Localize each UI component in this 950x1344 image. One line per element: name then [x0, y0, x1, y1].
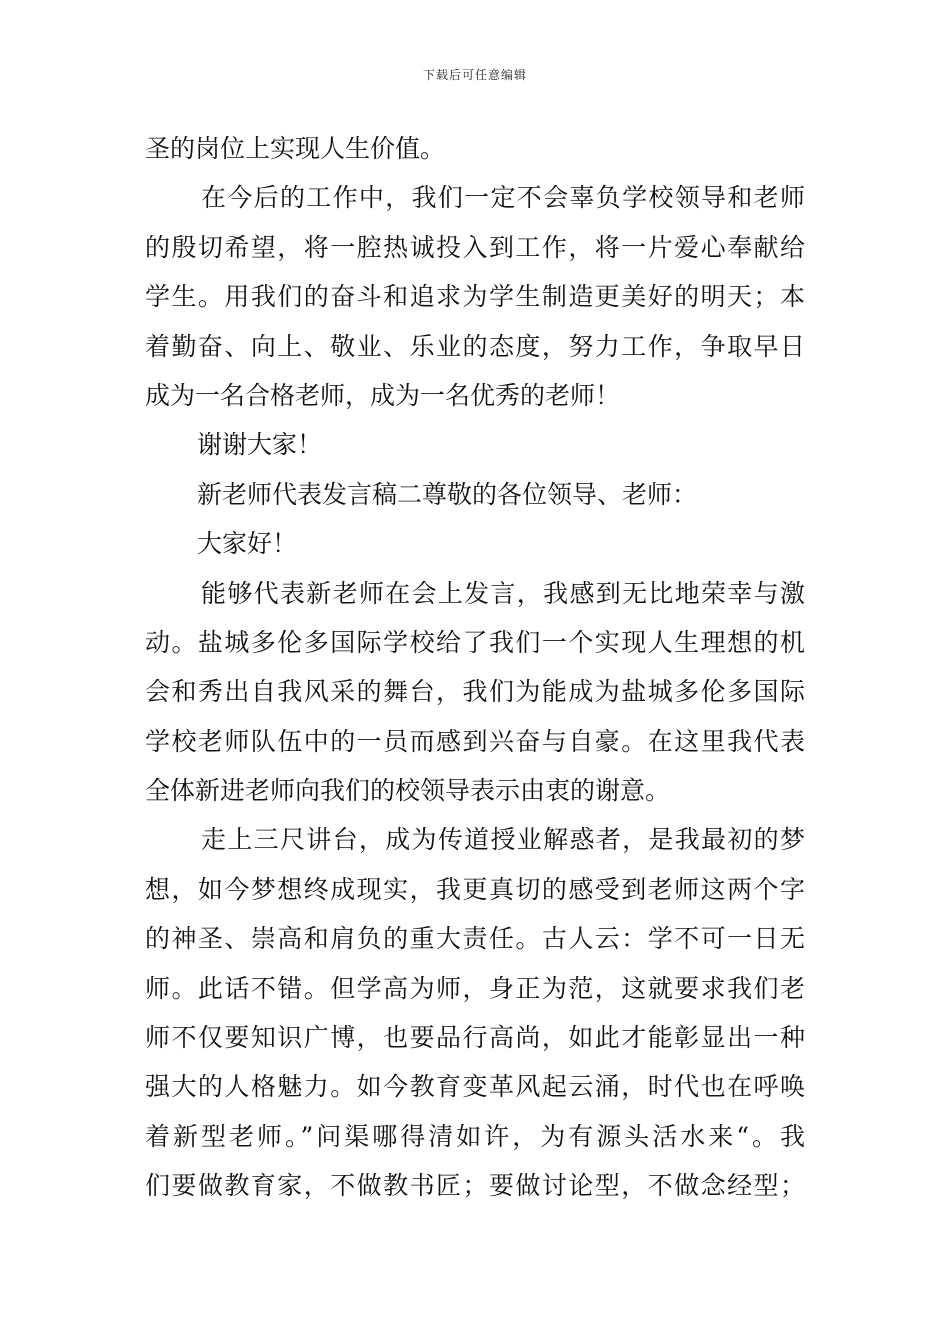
text-line: 们要做教育家，不做教书匠；要做讨论型，不做念经型； [145, 1171, 805, 1201]
text-line: 能够代表新老师在会上发言，我感到无比地荣幸与激 [201, 578, 805, 608]
text-line: 的殷切希望，将一腔热诚投入到工作，将一片爱心奉献给 [145, 232, 805, 262]
text-line: 成为一名合格老师，成为一名优秀的老师！ [145, 380, 621, 410]
text-line: 想，如今梦想终成现实，我更真切的感受到老师这两个字 [145, 874, 805, 904]
text-line: 谢谢大家！ [197, 430, 323, 460]
text-line: 着勤奋、向上、敬业、乐业的态度，努力工作，争取早日 [145, 331, 805, 361]
text-line: 着新型老师。”问渠哪得清如许，为有源头活水来“。我 [145, 1121, 805, 1151]
text-line: 走上三尺讲台，成为传道授业解惑者，是我最初的梦 [201, 825, 805, 855]
text-line: 学校老师队伍中的一员而感到兴奋与自豪。在这里我代表 [145, 726, 805, 756]
text-line: 动。盐城多伦多国际学校给了我们一个实现人生理想的机 [145, 627, 805, 657]
text-line: 的神圣、崇高和肩负的重大责任。古人云：学不可一日无 [145, 924, 805, 954]
text-line: 师。此话不错。但学高为师，身正为范，这就要求我们老 [145, 973, 805, 1003]
text-line: 强大的人格魅力。如今教育变革风起云涌，时代也在呼唤 [145, 1072, 805, 1102]
text-line: 大家好！ [197, 529, 298, 559]
text-line: 全体新进老师向我们的校领导表示由衷的谢意。 [145, 776, 671, 806]
text-line: 在今后的工作中，我们一定不会辜负学校领导和老师 [201, 183, 805, 213]
document-body [145, 124, 805, 1211]
text-line: 圣的岗位上实现人生价值。 [145, 134, 446, 163]
text-line: 师不仅要知识广博，也要品行高尚，如此才能彰显出一种 [145, 1023, 805, 1053]
text-line: 学生。用我们的奋斗和追求为学生制造更美好的明天；本 [145, 282, 805, 312]
text-line: 会和秀出自我风采的舞台，我们为能成为盐城多伦多国际 [145, 677, 805, 707]
page-header: 下载后可任意编辑 [422, 68, 527, 82]
text-line: 新老师代表发言稿二尊敬的各位领导、老师： [197, 479, 698, 509]
